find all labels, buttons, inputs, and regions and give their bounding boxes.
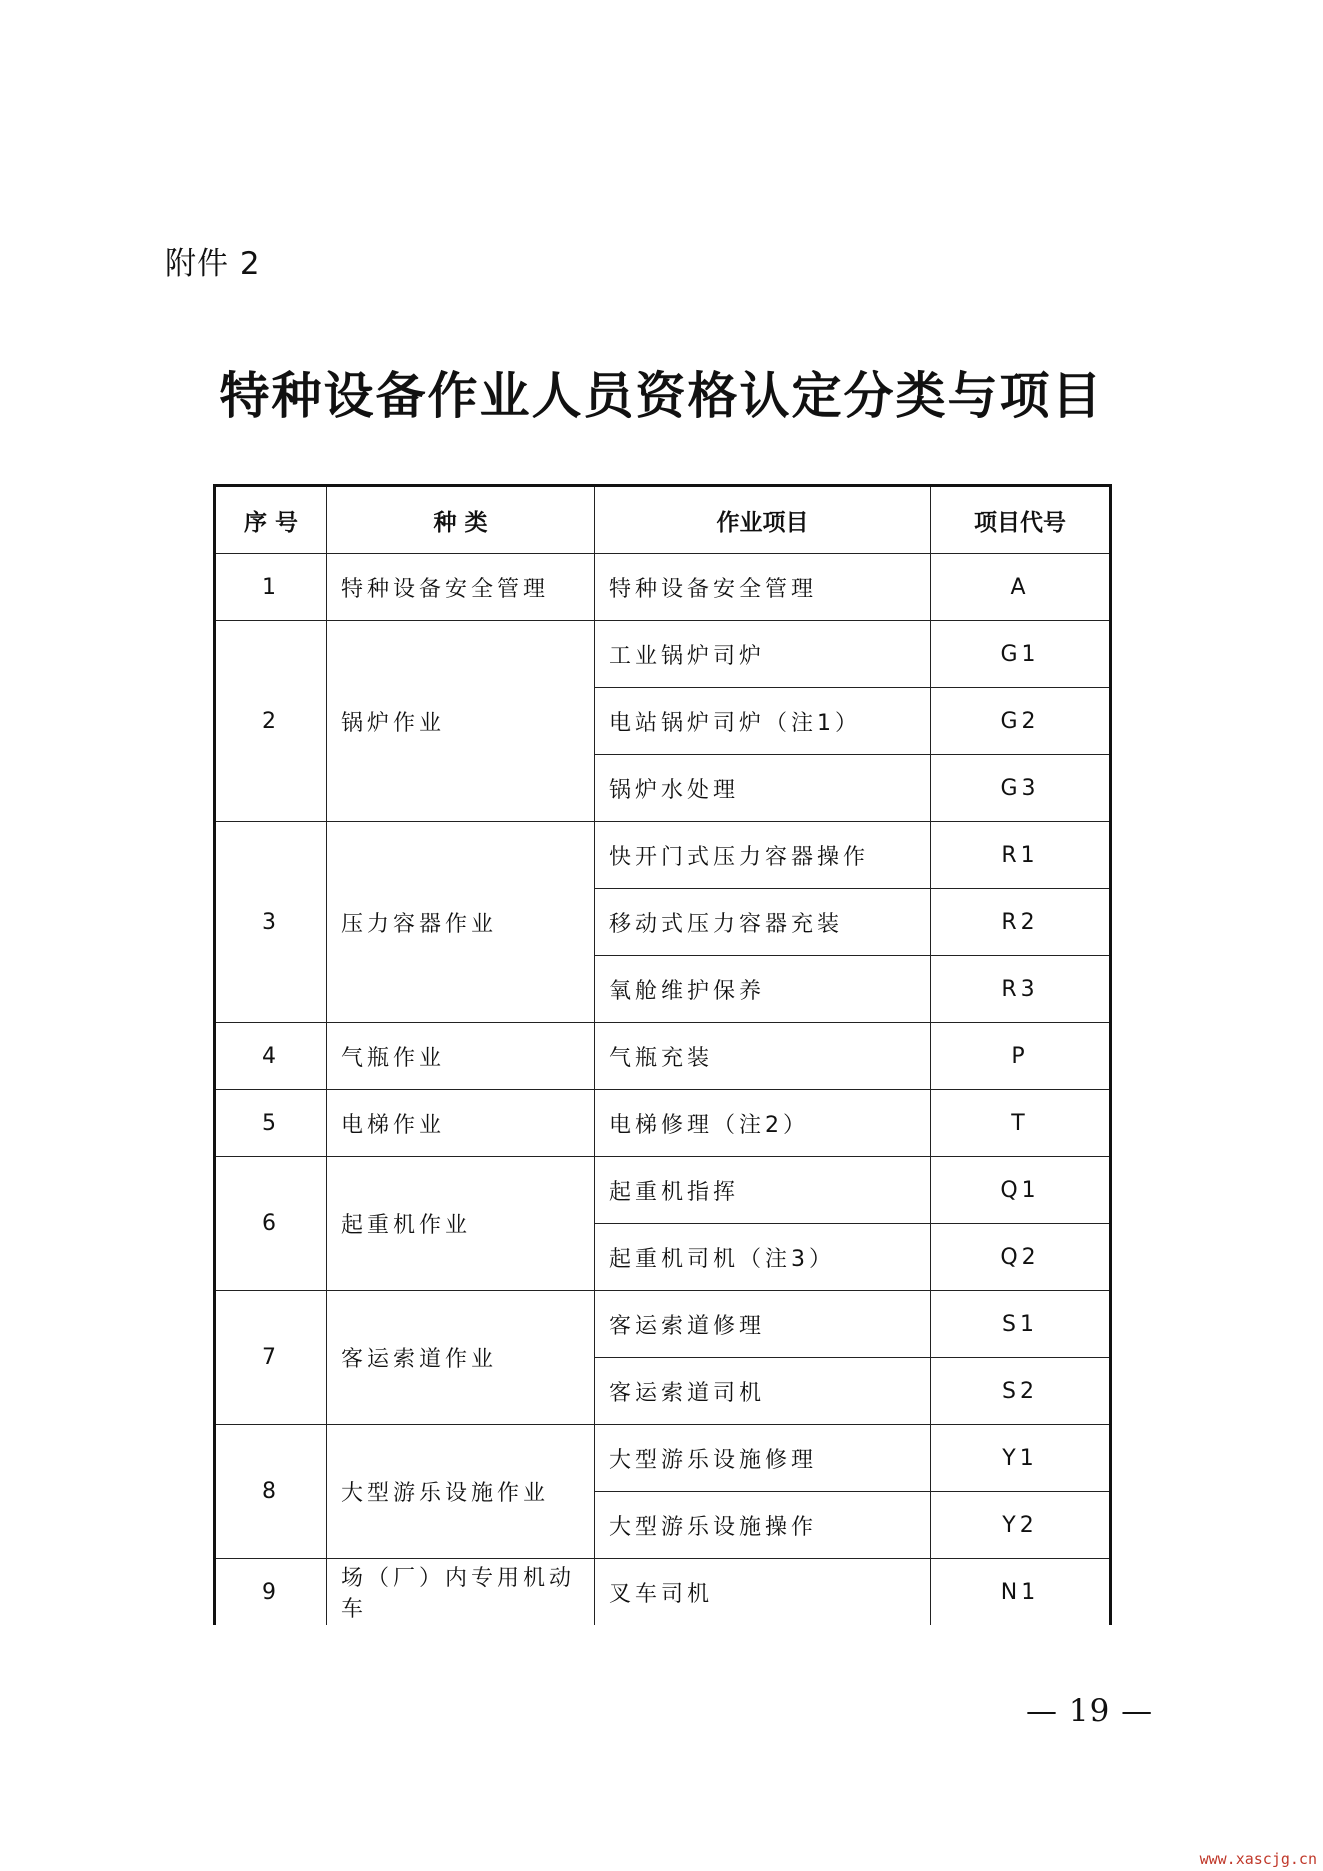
cell-seq: 4: [215, 1023, 327, 1090]
cell-category: 起重机作业: [327, 1157, 595, 1291]
cell-code: R2: [931, 889, 1111, 956]
table-row: [215, 1425, 1111, 1492]
cell-category: 电梯作业: [327, 1090, 595, 1157]
cell-code: G1: [931, 621, 1111, 688]
watermark: www.xascjg.cn: [1199, 1850, 1317, 1868]
cell-code: S1: [931, 1291, 1111, 1358]
cell-code: Y2: [931, 1492, 1111, 1559]
table-row: [215, 1090, 1111, 1157]
cell-project: 大型游乐设施操作: [595, 1492, 931, 1559]
cell-code: P: [931, 1023, 1111, 1090]
table-row: [215, 1157, 1111, 1224]
cell-category: 客运索道作业: [327, 1291, 595, 1425]
table-row: [215, 822, 1111, 889]
cell-code: Y1: [931, 1425, 1111, 1492]
cell-seq: 2: [215, 621, 327, 822]
cell-category: 压力容器作业: [327, 822, 595, 1023]
cell-project: 客运索道司机: [595, 1358, 931, 1425]
cell-code: G3: [931, 755, 1111, 822]
table-row: [215, 1559, 1111, 1626]
cell-project: 移动式压力容器充装: [595, 889, 931, 956]
cell-code: G2: [931, 688, 1111, 755]
cell-project: 特种设备安全管理: [595, 554, 931, 621]
cell-seq: 7: [215, 1291, 327, 1425]
table-header-row: [215, 486, 1111, 554]
cell-seq: 9: [215, 1559, 327, 1626]
cell-seq: 3: [215, 822, 327, 1023]
cell-project: 氧舱维护保养: [595, 956, 931, 1023]
cell-category: 大型游乐设施作业: [327, 1425, 595, 1559]
table-row: [215, 1023, 1111, 1090]
cell-category: 场（厂）内专用机动车: [327, 1559, 595, 1626]
cell-project: 大型游乐设施修理: [595, 1425, 931, 1492]
cell-project: 客运索道修理: [595, 1291, 931, 1358]
cell-code: R1: [931, 822, 1111, 889]
header-seq: 序 号: [215, 486, 327, 554]
cell-code: N1: [931, 1559, 1111, 1626]
cell-project: 起重机指挥: [595, 1157, 931, 1224]
page-number: — 19 —: [1026, 1693, 1154, 1729]
cell-seq: 6: [215, 1157, 327, 1291]
cell-code: A: [931, 554, 1111, 621]
cell-project: 气瓶充装: [595, 1023, 931, 1090]
page-title: 特种设备作业人员资格认定分类与项目: [219, 366, 1104, 425]
cell-seq: 1: [215, 554, 327, 621]
cell-code: Q1: [931, 1157, 1111, 1224]
cell-code: R3: [931, 956, 1111, 1023]
cell-project: 起重机司机（注3）: [595, 1224, 931, 1291]
qualification-table: [213, 484, 1112, 1625]
table-row: [215, 1291, 1111, 1358]
cell-seq: 5: [215, 1090, 327, 1157]
header-category: 种 类: [327, 486, 595, 554]
cell-code: S2: [931, 1358, 1111, 1425]
cell-category: 锅炉作业: [327, 621, 595, 822]
cell-category: 特种设备安全管理: [327, 554, 595, 621]
cell-project: 快开门式压力容器操作: [595, 822, 931, 889]
table-row: [215, 554, 1111, 621]
cell-project: 电站锅炉司炉（注1）: [595, 688, 931, 755]
cell-category: 气瓶作业: [327, 1023, 595, 1090]
cell-project: 叉车司机: [595, 1559, 931, 1626]
cell-project: 锅炉水处理: [595, 755, 931, 822]
cell-code: Q2: [931, 1224, 1111, 1291]
cell-project: 工业锅炉司炉: [595, 621, 931, 688]
table-row: [215, 621, 1111, 688]
header-code: 项目代号: [931, 486, 1111, 554]
cell-project: 电梯修理（注2）: [595, 1090, 931, 1157]
attachment-label: 附件 2: [165, 246, 261, 282]
header-project: 作业项目: [595, 486, 931, 554]
table-body: [215, 554, 1111, 1626]
cell-seq: 8: [215, 1425, 327, 1559]
cell-code: T: [931, 1090, 1111, 1157]
